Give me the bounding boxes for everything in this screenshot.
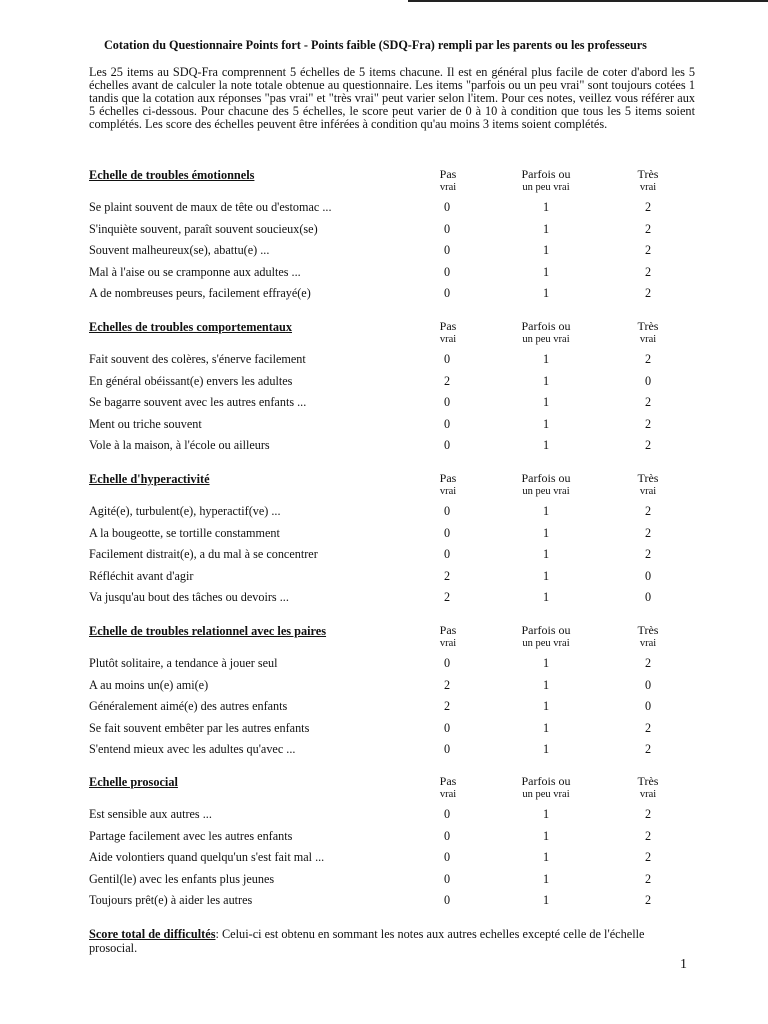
item-row	[0, 891, 768, 913]
score-parfois: 1	[542, 525, 550, 540]
item-text: Souvent malheureux(se), abattu(e) ...	[89, 243, 270, 258]
item-row	[0, 284, 768, 306]
col-header-tres-vrai	[628, 168, 668, 194]
col-header-line: un peu vrai	[522, 789, 570, 800]
score-pas-vrai: 0	[443, 742, 451, 757]
score-pas-vrai: 2	[443, 373, 451, 388]
item-text: Plutôt solitaire, a tendance à jouer seul	[89, 656, 278, 670]
score-tres-vrai: 2	[644, 871, 652, 886]
score-parfois: 1	[542, 742, 550, 757]
score-pas-vrai: 0	[443, 525, 451, 540]
item-row	[0, 567, 768, 589]
item-text: Agité(e), turbulent(e), hyperactif(ve) ...	[89, 504, 281, 518]
score-parfois: 1	[542, 807, 550, 821]
item-text: Vole à la maison, à l'école ou ailleurs	[89, 438, 270, 453]
score-pas-vrai: 2	[443, 677, 451, 692]
col-header-tres-vrai	[628, 624, 668, 650]
item-row	[0, 697, 768, 719]
score-parfois: 1	[542, 243, 550, 258]
col-header-parfois	[506, 320, 586, 346]
item-row	[0, 719, 768, 741]
scale-section	[0, 775, 768, 913]
col-header-line: Pas	[439, 471, 457, 485]
item-text: Réfléchit avant d'agir	[89, 568, 194, 583]
score-parfois: 1	[542, 677, 550, 692]
item-text: Aide volontiers quand quelqu'un s'est fait mal ...	[89, 850, 325, 865]
scale-section	[0, 320, 768, 458]
score-pas-vrai: 0	[443, 828, 451, 843]
item-row	[0, 436, 768, 458]
col-header-line: vrai	[439, 486, 457, 497]
score-tres-vrai: 2	[644, 850, 652, 865]
col-header-parfois	[506, 168, 586, 194]
item-text: Se fait souvent embêter par les autres enfants	[89, 720, 310, 735]
item-row	[0, 393, 768, 415]
score-pas-vrai: 0	[443, 438, 451, 453]
col-header-pas-vrai	[428, 168, 468, 194]
col-header-pas-vrai	[428, 472, 468, 498]
col-header-line: un peu vrai	[522, 334, 570, 345]
item-text: Toujours prêt(e) à aider les autres	[89, 893, 253, 908]
item-text: Partage facilement avec les autres enfants	[89, 828, 293, 843]
item-row	[0, 372, 768, 394]
scale-section	[0, 624, 768, 762]
item-text: En général obéissant(e) envers les adultes	[89, 373, 293, 388]
scale-header	[0, 775, 768, 805]
score-pas-vrai: 0	[443, 504, 451, 518]
item-text: Ment ou triche souvent	[89, 416, 202, 431]
item-row	[0, 827, 768, 849]
col-header-parfois	[506, 472, 586, 498]
col-header-line: vrai	[639, 334, 657, 345]
item-row	[0, 545, 768, 567]
score-parfois: 1	[542, 264, 550, 279]
item-text: Gentil(le) avec les enfants plus jeunes	[89, 871, 275, 886]
item-row	[0, 654, 768, 676]
item-text: Généralement aimé(e) des autres enfants	[89, 699, 288, 714]
score-parfois: 1	[542, 286, 550, 301]
score-tres-vrai: 0	[644, 373, 652, 388]
col-header-line: vrai	[439, 789, 457, 800]
item-text: A au moins un(e) ami(e)	[89, 677, 209, 692]
footer-label: Score total de difficultés	[89, 927, 216, 941]
score-tres-vrai: 2	[644, 720, 652, 735]
score-tres-vrai: 2	[644, 221, 652, 236]
score-tres-vrai: 0	[644, 568, 652, 583]
item-text: Est sensible aux autres ...	[89, 807, 212, 821]
col-header-line: Parfois ou	[521, 623, 571, 637]
col-header-line: Parfois ou	[521, 319, 571, 333]
score-pas-vrai: 2	[443, 568, 451, 583]
score-pas-vrai: 2	[443, 590, 451, 605]
score-pas-vrai: 0	[443, 850, 451, 865]
scale-title: Echelle d'hyperactivité	[89, 472, 210, 486]
score-parfois: 1	[542, 547, 550, 562]
score-tres-vrai: 2	[644, 416, 652, 431]
score-tres-vrai: 2	[644, 828, 652, 843]
item-text: Facilement distrait(e), a du mal à se concentrer	[89, 547, 318, 562]
score-parfois: 1	[542, 893, 550, 908]
col-header-line: vrai	[439, 638, 457, 649]
score-tres-vrai: 2	[644, 742, 652, 757]
col-header-line: Pas	[439, 774, 457, 788]
score-tres-vrai: 2	[644, 807, 652, 821]
score-parfois: 1	[542, 871, 550, 886]
score-parfois: 1	[542, 568, 550, 583]
item-row	[0, 220, 768, 242]
score-pas-vrai: 2	[443, 699, 451, 714]
col-header-tres-vrai	[628, 472, 668, 498]
col-header-line: vrai	[639, 182, 657, 193]
score-pas-vrai: 0	[443, 221, 451, 236]
col-header-line: un peu vrai	[522, 182, 570, 193]
score-pas-vrai: 0	[443, 871, 451, 886]
score-tres-vrai: 2	[644, 893, 652, 908]
score-tres-vrai: 2	[644, 243, 652, 258]
col-header-line: Pas	[439, 623, 457, 637]
score-tres-vrai: 2	[644, 525, 652, 540]
item-text: Va jusqu'au bout des tâches ou devoirs ...	[89, 590, 289, 605]
intro-paragraph: Les 25 items au SDQ-Fra comprennent 5 échelles de 5 items chacune. Il est en général plus facile de coter d'abord les 5 échelles avant de calculer la note totale obtenue au questionnaire. Les items "parfois ou un peu vrai" sont toujours cotées 1 tandis que la cotation aux réponses "pas vrai" et "très vrai" peut varier selon l'item. Pour ces notes, veillez vous référer aux 5 échelles ci-dessous. Pour chacune des 5 échelles, le score peut varier de 0 à 10 à condition que tous les 5 items soient complétés. Les score des échelles peuvent être inférées à condition qu'au moins 3 items soient complétés.	[89, 65, 695, 131]
score-tres-vrai: 0	[644, 699, 652, 714]
top-rule	[408, 0, 768, 2]
item-text: Se bagarre souvent avec les autres enfants ...	[89, 395, 307, 410]
score-parfois: 1	[542, 200, 550, 214]
score-tres-vrai: 2	[644, 264, 652, 279]
score-pas-vrai: 0	[443, 807, 451, 821]
score-parfois: 1	[542, 221, 550, 236]
score-parfois: 1	[542, 828, 550, 843]
col-header-pas-vrai	[428, 624, 468, 650]
col-header-pas-vrai	[428, 320, 468, 346]
score-pas-vrai: 0	[443, 243, 451, 258]
score-parfois: 1	[542, 395, 550, 410]
score-tres-vrai: 2	[644, 438, 652, 453]
score-tres-vrai: 0	[644, 590, 652, 605]
col-header-line: vrai	[639, 789, 657, 800]
score-parfois: 1	[542, 373, 550, 388]
col-header-line: vrai	[639, 638, 657, 649]
item-text: S'entend mieux avec les adultes qu'avec ...	[89, 742, 296, 757]
score-pas-vrai: 0	[443, 656, 451, 670]
item-row	[0, 263, 768, 285]
col-header-line: Parfois ou	[521, 471, 571, 485]
col-header-line: un peu vrai	[522, 486, 570, 497]
scale-title: Echelle de troubles émotionnels	[89, 168, 255, 182]
col-header-line: Pas	[439, 167, 457, 181]
item-row	[0, 415, 768, 437]
scale-title: Echelle prosocial	[89, 775, 178, 789]
item-row	[0, 588, 768, 610]
score-parfois: 1	[542, 438, 550, 453]
scale-header	[0, 472, 768, 502]
scale-title: Echelle de troubles relationnel avec les paires	[89, 624, 327, 638]
score-parfois: 1	[542, 850, 550, 865]
page-number: 1	[680, 957, 687, 972]
col-header-line: Très	[637, 623, 659, 637]
score-parfois: 1	[542, 416, 550, 431]
item-text: S'inquiète souvent, paraît souvent soucieux(se)	[89, 221, 318, 236]
score-parfois: 1	[542, 352, 550, 366]
col-header-line: Parfois ou	[521, 167, 571, 181]
item-row	[0, 502, 768, 524]
score-tres-vrai: 2	[644, 504, 652, 518]
item-text: Fait souvent des colères, s'énerve facilement	[89, 352, 306, 366]
scale-header	[0, 624, 768, 654]
col-header-line: Parfois ou	[521, 774, 571, 788]
score-pas-vrai: 0	[443, 352, 451, 366]
item-row	[0, 805, 768, 827]
col-header-parfois	[506, 775, 586, 801]
col-header-tres-vrai	[628, 320, 668, 346]
scale-header	[0, 168, 768, 198]
score-pas-vrai: 0	[443, 720, 451, 735]
scale-header	[0, 320, 768, 350]
footer-note	[89, 927, 695, 955]
col-header-line: Très	[637, 167, 659, 181]
score-parfois: 1	[542, 656, 550, 670]
col-header-line: Très	[637, 774, 659, 788]
footer-text: : Celui-ci est obtenu en sommant les notes aux autres echelles excepté celle de l'échelle prosocial.	[89, 927, 645, 955]
score-tres-vrai: 2	[644, 547, 652, 562]
item-row	[0, 848, 768, 870]
col-header-line: un peu vrai	[522, 638, 570, 649]
score-pas-vrai: 0	[443, 264, 451, 279]
score-tres-vrai: 2	[644, 352, 652, 366]
score-tres-vrai: 0	[644, 677, 652, 692]
item-text: A la bougeotte, se tortille constamment	[89, 525, 280, 540]
item-text: Se plaint souvent de maux de tête ou d'estomac ...	[89, 200, 332, 214]
scale-section	[0, 472, 768, 610]
score-pas-vrai: 0	[443, 893, 451, 908]
item-row	[0, 740, 768, 762]
col-header-pas-vrai	[428, 775, 468, 801]
score-tres-vrai: 2	[644, 395, 652, 410]
score-pas-vrai: 0	[443, 416, 451, 431]
score-tres-vrai: 2	[644, 286, 652, 301]
item-row	[0, 524, 768, 546]
scale-title: Echelles de troubles comportementaux	[89, 320, 292, 334]
col-header-line: Pas	[439, 319, 457, 333]
score-tres-vrai: 2	[644, 656, 652, 670]
score-pas-vrai: 0	[443, 286, 451, 301]
score-parfois: 1	[542, 504, 550, 518]
col-header-parfois	[506, 624, 586, 650]
col-header-line: vrai	[639, 486, 657, 497]
page-title: Cotation du Questionnaire Points fort - Points faible (SDQ-Fra) rempli par les parents ou les professeurs	[104, 38, 647, 52]
item-row	[0, 676, 768, 698]
col-header-line: vrai	[439, 182, 457, 193]
score-parfois: 1	[542, 699, 550, 714]
score-pas-vrai: 0	[443, 395, 451, 410]
score-tres-vrai: 2	[644, 200, 652, 214]
col-header-line: vrai	[439, 334, 457, 345]
item-row	[0, 350, 768, 372]
item-row	[0, 198, 768, 220]
item-text: A de nombreuses peurs, facilement effrayé(e)	[89, 286, 311, 301]
item-row	[0, 870, 768, 892]
scale-section	[0, 168, 768, 306]
score-parfois: 1	[542, 590, 550, 605]
col-header-line: Très	[637, 319, 659, 333]
col-header-tres-vrai	[628, 775, 668, 801]
score-parfois: 1	[542, 720, 550, 735]
item-row	[0, 241, 768, 263]
score-pas-vrai: 0	[443, 547, 451, 562]
score-pas-vrai: 0	[443, 200, 451, 214]
item-text: Mal à l'aise ou se cramponne aux adultes ...	[89, 264, 301, 279]
col-header-line: Très	[637, 471, 659, 485]
